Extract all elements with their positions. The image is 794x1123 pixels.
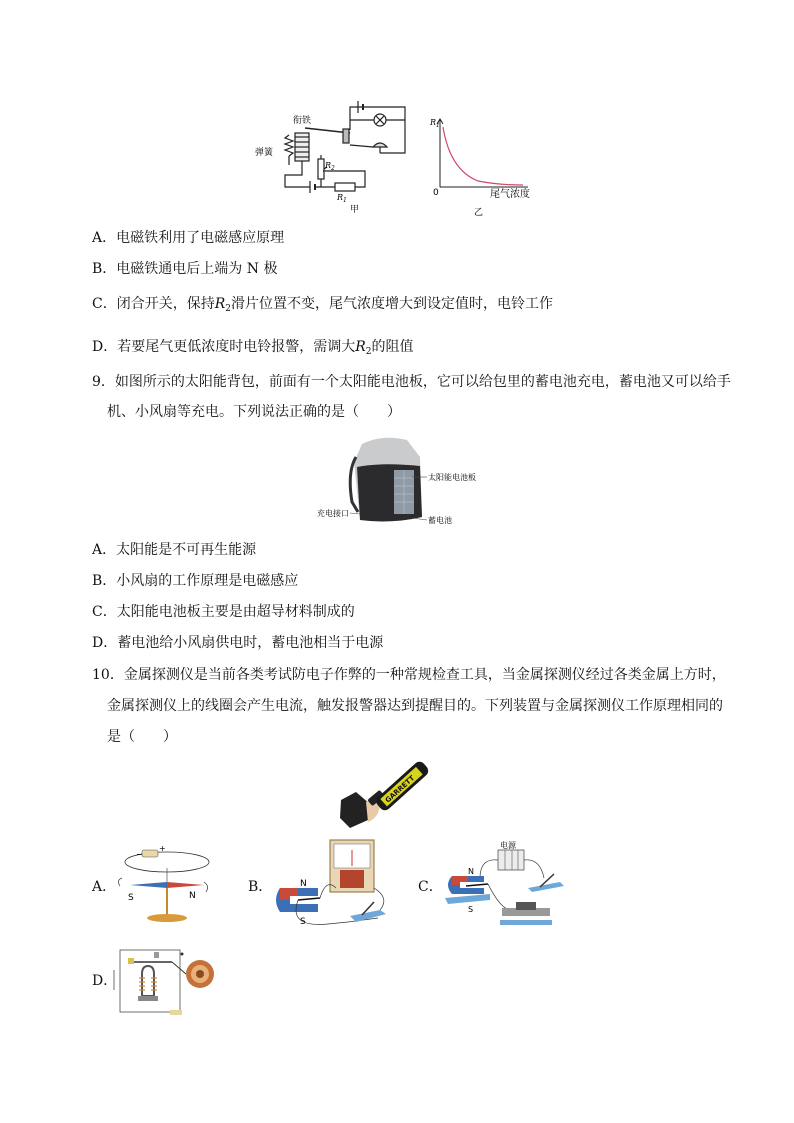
detector-brand-text: GARRETT — [383, 774, 417, 805]
q10-option-b-figure — [268, 838, 398, 933]
oersted-experiment-image — [112, 840, 212, 930]
label-spring: 弹簧 — [255, 148, 274, 158]
q9-option-b: B．小风扇的工作原理是电磁感应 — [92, 573, 299, 589]
q10-stem-line3: 是（ ） — [107, 729, 177, 745]
q10-stem-line1: 10．金属探测仪是当前各类考试防电子作弊的一种常规检查工具，当金属探测仪经过各类金属上方时， — [92, 667, 726, 683]
curve-r1 — [443, 127, 523, 185]
pole-n: N — [189, 891, 196, 901]
label-jia: 甲 — [350, 205, 360, 215]
q9-backpack-figure — [312, 432, 482, 530]
q10-option-d-label: D． — [92, 973, 118, 989]
graph-origin: 0 — [433, 188, 439, 198]
metal-detector-image — [338, 752, 438, 834]
q10-option-a-figure — [112, 840, 212, 930]
motor-principle-image — [440, 838, 570, 933]
resistance-concentration-graph — [428, 115, 543, 220]
q9-stem-line2: 机、小风扇等充电。下列说法正确的是（ ） — [107, 404, 401, 420]
electromagnetic-relay-circuit — [255, 95, 415, 215]
pole-s: S — [300, 917, 306, 927]
label-r2: $R_2$ — [325, 161, 335, 172]
q10-option-a-label: A． — [92, 879, 117, 895]
label-charging-port: 充电接口 — [317, 509, 349, 518]
q9-option-c: C．太阳能电池板主要是由超导材料制成的 — [92, 604, 355, 620]
q10-option-b-label: B． — [248, 879, 273, 895]
pole-n: N — [300, 879, 307, 889]
q10-stem-line2: 金属探测仪上的线圈会产生电流，触发报警器达到提醒目的。下列装置与金属探测仪工作原理相同的 — [107, 698, 723, 714]
label-battery: 蓄电池 — [428, 516, 452, 525]
q9-option-a: A．太阳能是不可再生能源 — [92, 542, 257, 558]
label-r1: $R_1$ — [337, 193, 347, 204]
label-armature: 衔铁 — [293, 116, 312, 126]
pole-s: S — [468, 905, 474, 914]
q8-option-b: B．电磁铁通电后上端为 N 极 — [92, 261, 278, 277]
q8-option-c: C．闭合开关，保持$R_2$滑片位置不变，尾气浓度增大到设定值时，电铃工作 — [92, 296, 553, 314]
graph-xlabel: 尾气浓度 — [490, 189, 530, 200]
electric-bell-image — [112, 944, 222, 1019]
q10-option-c-figure — [440, 838, 570, 933]
label-power-supply: 电源 — [500, 841, 516, 850]
pole-n: N — [468, 867, 474, 876]
label-yi: 乙 — [474, 208, 484, 218]
pole-s: S — [128, 893, 134, 903]
q8-option-a: A．电磁铁利用了电磁感应原理 — [92, 230, 285, 246]
q10-detector-figure — [338, 752, 438, 834]
q8-graph-figure — [428, 115, 543, 220]
label-solar-panel: 太阳能电池板 — [428, 473, 476, 482]
graph-ylabel: $R_1$ — [430, 118, 440, 129]
q8-option-d: D．若要尾气更低浓度时电铃报警，需调大$R_2$的阻值 — [92, 339, 414, 357]
q10-option-c-label: C． — [418, 879, 443, 895]
solar-backpack-image — [312, 432, 482, 530]
q9-option-d: D．蓄电池给小风扇供电时，蓄电池相当于电源 — [92, 635, 384, 651]
battery-plus: + — [159, 844, 166, 853]
q10-option-d-figure — [112, 944, 222, 1019]
electromagnetic-induction-galvanometer-image — [268, 838, 398, 933]
q9-stem-line1: 9．如图所示的太阳能背包，前面有一个太阳能电池板，它可以给包里的蓄电池充电，蓄电池又可以给手 — [92, 374, 731, 390]
battery-minus: − — [136, 850, 143, 859]
q8-circuit-figure — [255, 95, 415, 215]
